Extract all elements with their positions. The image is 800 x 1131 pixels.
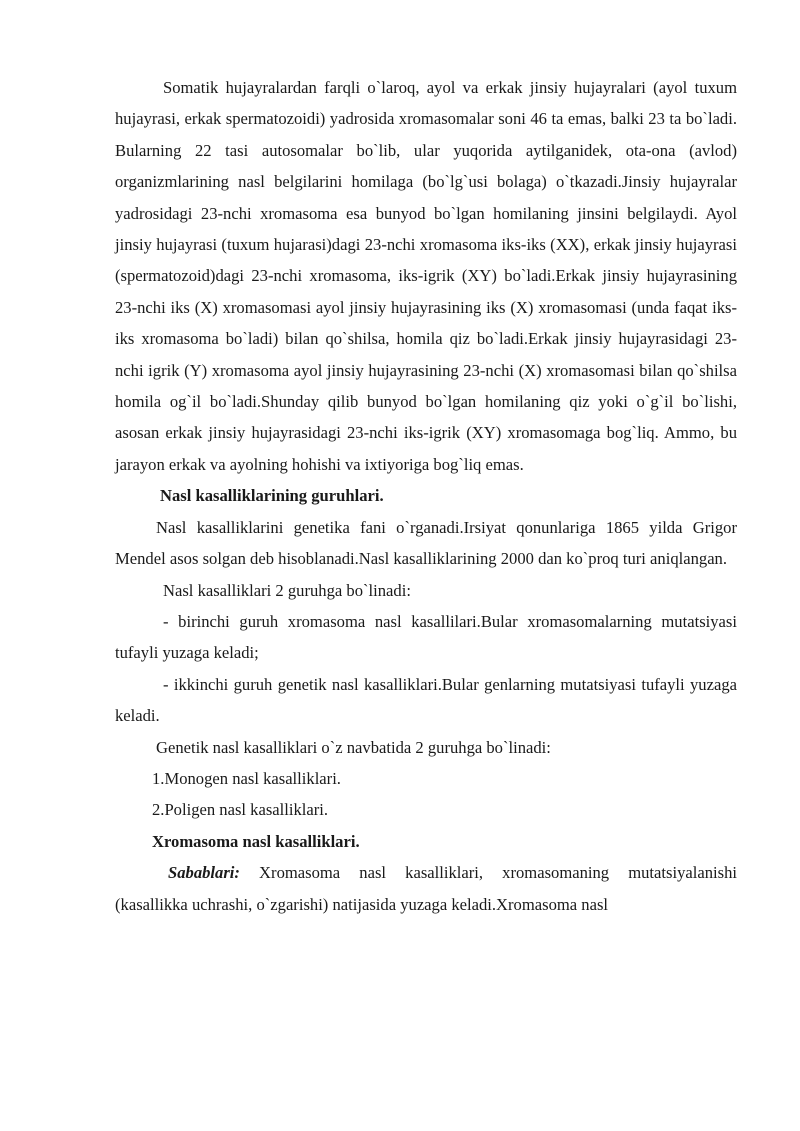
list-item-monogen: 1.Monogen nasl kasalliklari. — [152, 768, 341, 788]
paragraph-causes — [115, 857, 737, 920]
paragraph-two-groups: Nasl kasalliklari 2 guruhga bo`linadi: — [163, 580, 411, 600]
paragraph-first-group: - birinchi guruh xromasoma nasl kasallilari.Bular xromasomalarning mutatsiyasi tufayli yuzaga keladi; — [115, 611, 737, 663]
causes-label: Sabablari: — [168, 863, 240, 883]
document-body — [115, 72, 737, 920]
heading-hereditary-disease-groups: Nasl kasalliklarining guruhlari. — [160, 486, 384, 506]
paragraph-second-group: - ikkinchi guruh genetik nasl kasalliklari.Bular genlarning mutatsiyasi tufayli yuzaga keladi. — [115, 674, 737, 726]
list-item-poligen: 2.Poligen nasl kasalliklari. — [152, 800, 329, 820]
paragraph-sex-cells: Somatik hujayralardan farqli o`laroq, ayol va erkak jinsiy hujayralari (ayol tuxum hujayrasi, erkak spermatozoidi) yadrosida xromasomalar soni 46 ta emas, balki 23 ta bo`ladi. Bularning 22 tasi autosomalar bo`lib, ular yuqorida aytilganidek, ota-ona (avlod) organizmlarining nasl belgilarini homilaga (bo`lg`usi bolaga) o`tkazadi.Jinsiy hujayralar yadrosidagi 23-nchi xromasoma esa bunyod bo`lgan homilaning jinsini belgilaydi. Ayol jinsiy hujayrasi (tuxum hujarasi)dagi 23-nchi xromasoma iks-iks (XX), erkak jinsiy hujayrasi (spermatozoid)dagi 23-nchi xromasoma, iks-igrik (XY) bo`ladi.Erkak jinsiy hujayrasining 23-nchi iks (X) xromasomasi ayol jinsiy hujayrasining iks (X) xromasomasi (unda faqat iks-iks xromasoma bo`ladi) bilan qo`shilsa, homila qiz bo`ladi.Erkak jinsiy hujayrasidagi 23-nchi igrik (Y) xromasoma ayol jinsiy hujayrasining 23-nchi (X) xromasomasi bilan qo`shilsa homila og`il bo`ladi.Shunday qilib bunyod bo`lgan homilaning qiz yoki o`g`il bo`lishi, asosan erkak jinsiy hujayrasidagi 23-nchi iks-igrik (XY) xromasomaga bog`liq. Ammo, bu jarayon erkak va ayolning hohishi va ixtiyoriga bog`liq emas. — [115, 78, 737, 474]
paragraph-genetics-mendel: Nasl kasalliklarini genetika fani o`rganadi.Irsiyat qonunlariga 1865 yilda Grigor Mendel asos solgan deb hisoblanadi.Nasl kasalliklarining 2000 dan ko`proq turi aniqlangan. — [115, 517, 737, 569]
heading-chromosome-diseases: Xromasoma nasl kasalliklari. — [152, 831, 360, 851]
paragraph-genetic-subgroups: Genetik nasl kasalliklari o`z navbatida 2 guruhga bo`linadi: — [156, 737, 551, 757]
causes-text: Xromasoma nasl kasalliklari, xromasomaning mutatsiyalanishi (kasallikka uchrashi, o`zgarishi) natijasida yuzaga keladi.Xromasoma nasl — [115, 863, 737, 914]
